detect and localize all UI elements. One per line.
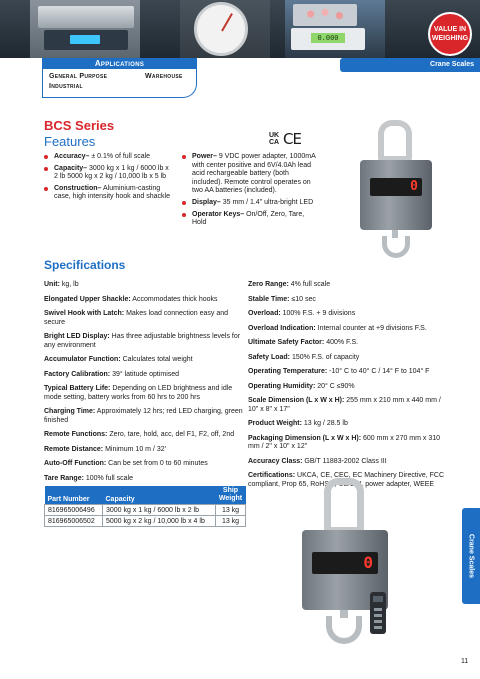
column-header-ship-weight: Ship Weight (216, 486, 246, 505)
column-header-part: Part Number (45, 486, 103, 505)
spec-row: Stable Time: ≤10 sec (248, 295, 316, 303)
value-in-weighing-badge: VALUE IN WEIGHING (428, 12, 472, 56)
spec-row: Packaging Dimension (L x W x H): 600 mm x 270 mm x 310 mm / 2" x 10" x 12" (248, 434, 441, 450)
column-header-capacity: Capacity (103, 486, 216, 505)
applications-heading: Applications (43, 58, 196, 69)
applications-col-1 (49, 72, 107, 92)
features-list-right (182, 153, 316, 231)
spec-row: Remote Functions: Zero, tare, hold, acc, del F1, F2, off, 2nd (44, 431, 235, 438)
application-item: General Purpose (49, 73, 108, 80)
dial-scale-image (180, 0, 270, 58)
spec-row: Elongated Upper Shackle: Accommodates thick hooks (44, 295, 218, 303)
feature-item: Capacity– 3000 kg x 1 kg / 6000 lb x 2 lb 5000 kg x 2 kg / 10,000 lb x 5 lb (44, 165, 174, 182)
category-side-tab: Crane Scales (462, 508, 480, 604)
page-number: 11 (461, 658, 469, 665)
applications-col-2 (145, 72, 183, 82)
spec-row: Charging Time: Approximately 12 hrs; red LED charging, green finished (44, 408, 243, 424)
spec-row: Overload Indication: Internal counter at +9 divisions F.S. (248, 324, 427, 332)
table-header-row (45, 486, 246, 505)
specs-list-right (248, 281, 453, 495)
spec-row: Remote Distance: Minimum 10 m / 32' (44, 445, 166, 453)
header-banner (0, 0, 480, 58)
spec-row: Operating Temperature: -10° C to 40° C / 14° F to 104° F (248, 368, 430, 375)
application-item: Industrial (49, 83, 83, 90)
spec-row: Scale Dimension (L x W x H): 255 mm x 210 mm x 440 mm / 10" x 8" x 17" (248, 397, 441, 413)
spec-row: Certifications: UKCA, CE, CEC, EC Machinery Directive, FCC compliant, Prop 65, RoHS 3, UL/CUL power adapter, WEEE (248, 472, 445, 488)
spec-row: Operating Humidity: 20° C ≤90% (248, 382, 355, 390)
scale-lcd: 0.000 (311, 33, 345, 43)
specifications-heading: Specifications (44, 258, 126, 272)
series-title: BCS Series (44, 118, 115, 133)
certification-marks (268, 130, 301, 148)
spec-row: Typical Battery Life: Depending on LED brightness and idle mode setting, battery works from 60 hrs to 200 hrs (44, 385, 233, 401)
spec-row: Ultimate Safety Factor: 400% F.S. (248, 339, 359, 346)
spec-row: Product Weight: 13 kg / 28.5 lb (248, 420, 348, 427)
feature-item: Display– 35 mm / 1.4" ultra-bright LED (182, 199, 316, 208)
feature-item: Operator Keys– On/Off, Zero, Tare, Hold (182, 211, 316, 228)
ukca-mark: UK CA (268, 132, 280, 146)
spec-row: Factory Calibration: 39° latitude optimised (44, 370, 180, 378)
spec-row: Accuracy Class: GB/T 11883-2002 Class III (248, 457, 387, 465)
specs-list-left (44, 281, 249, 489)
spec-row: Unit: kg, lb (44, 281, 79, 288)
application-item: Warehouse (145, 73, 183, 80)
crane-led-display: 0 (370, 178, 422, 196)
spec-row: Bright LED Display: Has three adjustable brightness levels for any environment (44, 333, 241, 349)
applications-panel (42, 58, 197, 98)
counting-scale-image (285, 0, 385, 58)
spec-row: Accumulator Function: Calculates total weight (44, 356, 193, 363)
spec-row: Zero Range: 4% full scale (248, 281, 331, 288)
table-row: 816965006502 5000 kg x 2 kg / 10,000 lb x 4 lb 13 kg (45, 516, 246, 527)
remote-control-image (370, 592, 386, 634)
table-row: 816965006496 3000 kg x 1 kg / 6000 lb x 2 lb 13 kg (45, 505, 246, 516)
features-list-left (44, 153, 174, 205)
crane-scale-image-small (356, 120, 436, 260)
spec-row: Auto-Off Function: Can be set from 0 to 60 minutes (44, 460, 208, 467)
feature-item: Power– 9 VDC power adapter, 1000mA with center positive and 6V/4.0Ah lead acid rechargeable battery (both included). Remote control operates on two AA batteries (included). (182, 153, 316, 196)
feature-item: Accuracy– ± 0.1% of full scale (44, 153, 174, 162)
crane-led-display: 0 (312, 552, 378, 574)
spec-row: Overload: 100% F.S. + 9 divisions (248, 310, 356, 317)
spec-row: Swivel Hook with Latch: Makes load connection easy and secure (44, 310, 229, 326)
part-number-table (44, 486, 246, 527)
ce-mark: CE (283, 130, 301, 148)
spec-row: Tare Range: 100% full scale (44, 474, 133, 482)
spec-row: Safety Load: 150% F.S. of capacity (248, 353, 360, 361)
bench-scale-image (30, 0, 140, 58)
feature-item: Construction– Aluminium-casting case, high intensity hook and shackle (44, 185, 174, 202)
features-heading: Features (44, 134, 96, 149)
category-tab-top: Crane Scales (340, 58, 480, 72)
